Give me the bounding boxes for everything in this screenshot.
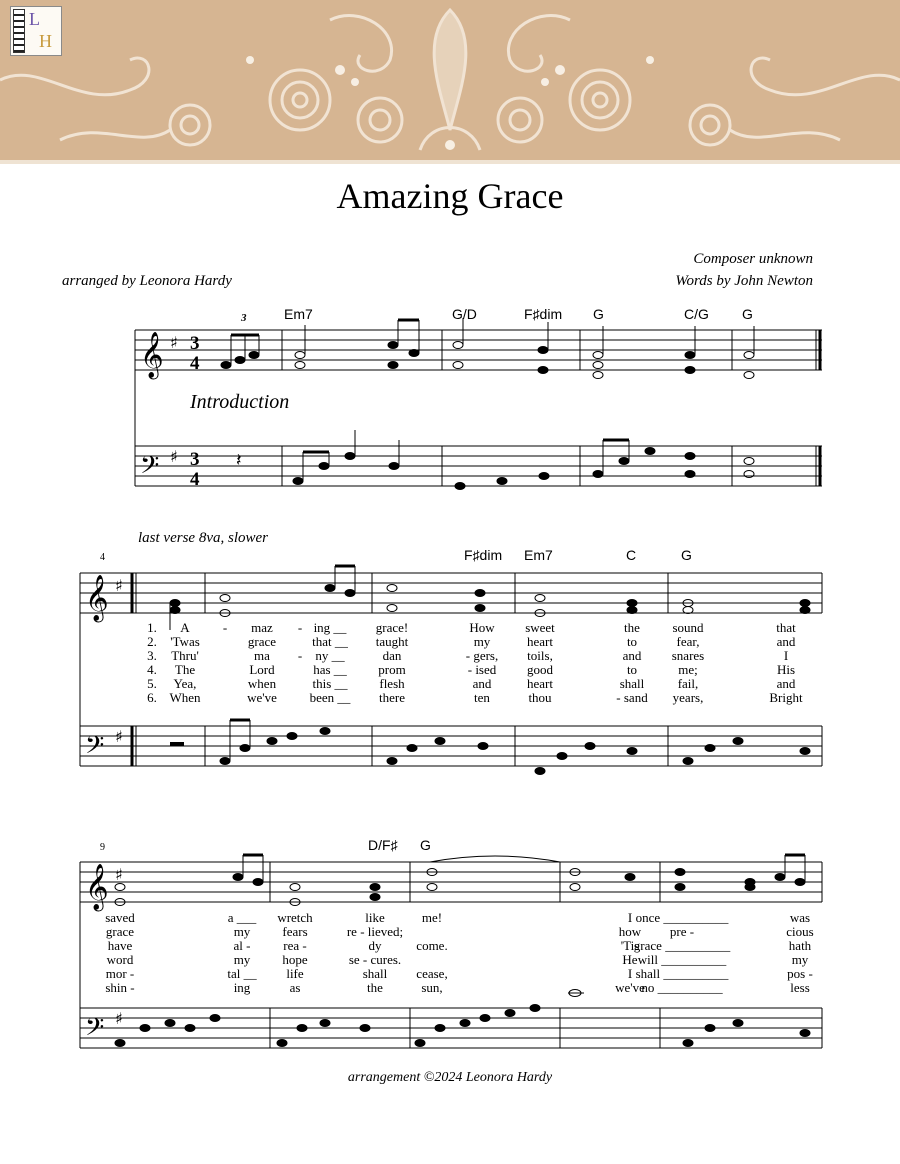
lyric-syllable: Thru' (171, 648, 199, 663)
chord-symbol: G (593, 306, 604, 322)
lyric-syllable: re - lieved; (346, 924, 404, 939)
lyric-syllable: How (469, 620, 495, 635)
lyric-syllable: like (365, 910, 385, 925)
lyric-syllable: that (776, 620, 796, 635)
lyric-syllable: ten (474, 690, 490, 705)
lyric-syllable: taught (375, 634, 409, 649)
bass-clef-icon: 𝄢 (85, 1013, 105, 1048)
lyric-syllable: A (180, 620, 190, 635)
lyric-syllable: and (622, 648, 642, 663)
svg-text:4: 4 (190, 469, 200, 490)
chord-symbol: Em7 (284, 306, 313, 322)
lyric-syllable: ing (233, 980, 251, 995)
svg-text:3: 3 (190, 333, 200, 354)
sharp-icon: ♯ (115, 1009, 123, 1028)
lyric-syllable: when (247, 676, 277, 691)
lyric-syllable: 1. (147, 620, 157, 635)
lyric-syllable: grace (247, 634, 277, 649)
lyric-syllable: Yea, (173, 676, 197, 691)
lyric-syllable: maz (251, 620, 273, 635)
lyric-syllable: 5. (147, 676, 157, 691)
lyric-syllable: fear, (676, 634, 700, 649)
logo-letter-h: H (39, 31, 52, 51)
lyric-syllable: saved (105, 910, 135, 925)
lyric-syllable: ny __ (315, 648, 345, 663)
lyric-syllable: and (472, 676, 492, 691)
lyric-syllable: a ___ (227, 910, 257, 925)
measure-number: 9 (100, 842, 105, 853)
lyric-syllable: thou (528, 690, 552, 705)
lyric-syllable: When (169, 690, 201, 705)
measure-number: 4 (100, 552, 105, 563)
lyric-syllable: my (791, 952, 809, 967)
lyric-syllable: 'Tis (620, 938, 640, 953)
lyric-syllable: 3. (147, 648, 157, 663)
page-title: Amazing Grace (336, 176, 564, 216)
lyric-syllable: wretch (277, 910, 313, 925)
lyric-syllable: Bright (769, 690, 803, 705)
chord-symbol: F♯dim (464, 547, 503, 563)
notes-verse (170, 566, 810, 630)
lyric-syllable: hath (788, 938, 812, 953)
lyric-syllable: al - (233, 938, 251, 953)
lyric-syllable: shall (362, 966, 388, 981)
lyric-syllable: grace (105, 924, 135, 939)
lyric-syllable: hope (282, 952, 308, 967)
lyric-syllable: the (624, 620, 640, 635)
lyric-syllable: 6. (147, 690, 157, 705)
lyric-syllable: pos - (787, 966, 813, 981)
lyric-syllable: grace! (375, 620, 409, 635)
lyric-syllable: sound (672, 620, 704, 635)
treble-staff-verse (80, 573, 822, 613)
lyric-syllable: dan (382, 648, 402, 663)
svg-text:3: 3 (190, 449, 200, 470)
composer-credit: Composer unknown (693, 251, 813, 267)
lyric-syllable: shall __________ (635, 966, 729, 981)
lyric-syllable: less (790, 980, 810, 995)
sharp-icon: ♯ (170, 447, 178, 466)
notes-intro-bass (236, 430, 754, 490)
introduction-label: Introduction (190, 391, 290, 413)
lyric-syllable: He (622, 952, 638, 967)
lyric-syllable: to (626, 662, 638, 677)
lyric-syllable: we've (247, 690, 277, 705)
lyric-syllable: good (527, 662, 553, 677)
lyric-syllable: Lord (249, 662, 275, 677)
notes-intro (221, 318, 754, 379)
performance-instruction: last verse 8va, slower (138, 530, 268, 546)
lyric-syllable: fail, (677, 676, 699, 691)
treble-staff-third (80, 862, 822, 902)
svg-text:4: 4 (190, 353, 200, 374)
chord-symbol: G (420, 837, 431, 853)
lyric-syllable: was (789, 910, 811, 925)
lyric-syllable: - (297, 648, 303, 663)
triplet-mark: 3 (241, 312, 247, 324)
treble-clef-icon: 𝄞 (85, 864, 109, 910)
lyric-syllable: life (286, 966, 304, 981)
lyric-syllable: sun, (421, 980, 443, 995)
lyric-syllable: mor - (105, 966, 135, 981)
sharp-icon: ♯ (115, 727, 123, 746)
sharp-icon: ♯ (115, 865, 123, 884)
chord-symbol: G (742, 306, 753, 322)
lyric-syllable: has __ (313, 662, 347, 677)
lyric-syllable: ing __ (313, 620, 347, 635)
lyric-syllable: been __ (309, 690, 351, 705)
lyric-syllable: years, (672, 690, 704, 705)
lyric-syllable: come. (416, 938, 448, 953)
lyric-syllable: cious (786, 924, 814, 939)
lyric-syllable: - sand (616, 690, 648, 705)
lyric-syllable: 4. (147, 662, 157, 677)
lyric-syllable: word (106, 952, 134, 967)
treble-clef-icon: 𝄞 (85, 575, 109, 621)
lyric-syllable: the (367, 980, 383, 995)
lyric-syllable: - (222, 620, 228, 635)
chord-symbol: G (681, 547, 692, 563)
lyric-syllable: I (627, 966, 633, 981)
lyric-syllable: cease, (416, 966, 448, 981)
lyric-syllable: His (776, 662, 796, 677)
lyric-syllable: - gers, (465, 648, 499, 663)
lyric-syllable: ma (254, 648, 270, 663)
lyric-syllable: pre - (669, 924, 695, 939)
chord-symbol: C (626, 547, 637, 563)
lyric-syllable: 2. (147, 634, 157, 649)
lyric-syllable: we've (615, 980, 645, 995)
time-signature (190, 333, 200, 490)
lyric-syllable: my (473, 634, 491, 649)
sharp-icon: ♯ (115, 576, 123, 595)
lyric-syllable: 'Twas (170, 634, 200, 649)
lyric-syllable: how (618, 924, 642, 939)
bass-clef-icon: 𝄢 (85, 731, 105, 766)
lyric-syllable: shin - (105, 980, 135, 995)
chord-symbol: C/G (684, 306, 709, 322)
lyric-syllable: heart (527, 634, 553, 649)
lyric-syllable: that __ (312, 634, 348, 649)
lyric-syllable: there (379, 690, 405, 705)
lyric-syllable: - (297, 620, 303, 635)
lyric-syllable: no __________ (641, 980, 723, 995)
lyric-syllable: fears (282, 924, 308, 939)
lyric-syllable: this __ (312, 676, 348, 691)
lyric-syllable: se - cures. (348, 952, 402, 967)
lyric-syllable: to (626, 634, 638, 649)
lyric-syllable: The (174, 662, 196, 677)
lyric-syllable: and (776, 676, 796, 691)
arranger-credit: arranged by Leonora Hardy (62, 273, 232, 289)
lyric-syllable: - ised (467, 662, 497, 677)
lyric-syllable: have (107, 938, 133, 953)
lyric-syllable: dy (368, 938, 382, 953)
lyric-syllable: as (289, 980, 301, 995)
lyric-syllable: I (783, 648, 789, 663)
svg-text:𝄽: 𝄽 (236, 450, 242, 471)
chord-symbol: D/F♯ (368, 837, 398, 853)
lyric-syllable: prom (378, 662, 406, 677)
lyric-syllable: sweet (525, 620, 555, 635)
lyric-syllable: me; (678, 662, 698, 677)
lyric-syllable: heart (527, 676, 553, 691)
lyric-syllable: rea - (283, 938, 307, 953)
treble-clef-icon: 𝄞 (140, 332, 164, 378)
lyric-syllable: shall (619, 676, 645, 691)
logo-letter-l: L (29, 9, 40, 29)
bass-clef-icon: 𝄢 (140, 451, 160, 486)
lyric-syllable: once __________ (635, 910, 729, 925)
chord-symbol: G/D (452, 306, 477, 322)
lyric-syllable: my (233, 924, 251, 939)
lyric-syllable: will __________ (637, 952, 727, 967)
lyric-syllable: and (776, 634, 796, 649)
chord-symbol: F♯dim (524, 306, 563, 322)
copyright-footer: arrangement ©2024 Leonora Hardy (347, 1070, 553, 1085)
lyric-syllable: snares (671, 648, 705, 663)
words-credit: Words by John Newton (675, 273, 813, 289)
lyric-syllable: grace __________ (633, 938, 731, 953)
lyric-syllable: tal __ (227, 966, 257, 981)
lyric-syllable: flesh (379, 676, 405, 691)
chord-symbol: Em7 (524, 547, 553, 563)
notes-third (115, 855, 805, 906)
lyric-syllable: me! (421, 910, 443, 925)
lyric-syllable: I (627, 910, 633, 925)
lyric-syllable: my (233, 952, 251, 967)
lyric-syllable: toils, (527, 648, 553, 663)
sharp-icon: ♯ (170, 333, 178, 352)
